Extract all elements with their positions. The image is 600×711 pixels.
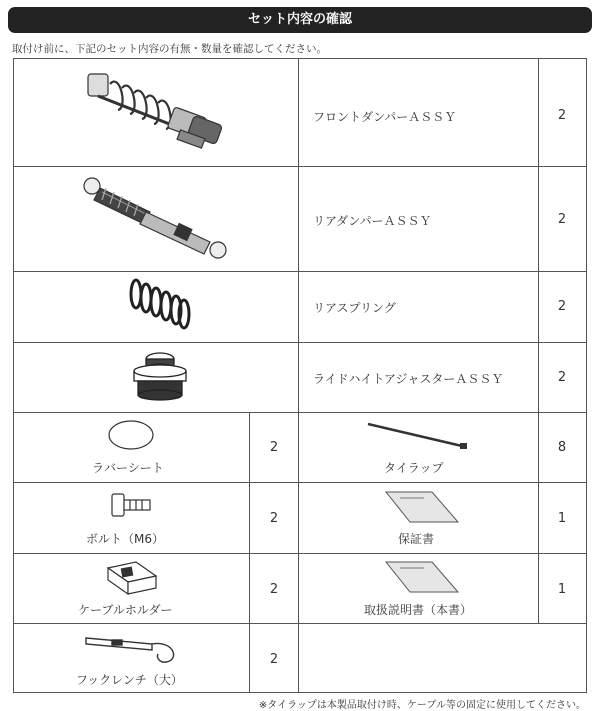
item-name-warranty-card: 保証書	[398, 532, 435, 546]
item-name-bolt: ボルト（M6）	[86, 532, 164, 546]
item-name-cable-holder: ケーブルホルダー	[78, 603, 173, 617]
item-qty-ride-height-adjuster: 2	[557, 370, 567, 385]
item-qty-cable-holder: 2	[269, 582, 279, 597]
item-qty-warranty-card: 1	[557, 511, 567, 526]
bolt-illustration	[108, 488, 154, 524]
item-name-ride-height-adjuster: ライドハイトアジャスターＡＳＳＹ	[313, 372, 504, 386]
rubber-sheet-illustration	[106, 418, 156, 452]
rear-damper-illustration	[80, 174, 235, 264]
item-name-front-damper: フロントダンパーＡＳＳＹ	[313, 110, 457, 124]
item-qty-rubber-sheet: 2	[269, 440, 279, 455]
cable-tie-illustration	[364, 420, 474, 454]
item-qty-rear-spring: 2	[557, 299, 567, 314]
item-name-cable-tie: タイラップ	[384, 461, 444, 475]
rear-spring-illustration	[124, 276, 194, 336]
section-title: セット内容の確認	[8, 7, 592, 33]
item-name-rubber-sheet: ラバーシート	[92, 461, 164, 475]
item-qty-cable-tie: 8	[557, 440, 567, 455]
warranty-card-illustration	[372, 490, 464, 526]
item-name-rear-damper: リアダンパーＡＳＳＹ	[313, 214, 432, 228]
hook-wrench-illustration	[82, 630, 182, 664]
cable-holder-illustration	[102, 558, 162, 598]
item-qty-hook-wrench: 2	[269, 652, 279, 667]
item-name-rear-spring: リアスプリング	[313, 301, 396, 315]
item-qty-instruction-manual: 1	[557, 582, 567, 597]
instruction-manual-illustration	[372, 560, 464, 596]
item-name-instruction-manual: 取扱説明書（本書）	[364, 603, 473, 617]
footnote: ※タイラップは本製品取付け時、ケーブル等の固定に使用してください。	[258, 700, 586, 711]
intro-text: 取付け前に、下記のセット内容の有無・数量を確認してください。	[12, 43, 327, 55]
item-name-hook-wrench: フックレンチ（大）	[76, 673, 183, 687]
front-damper-illustration	[80, 68, 230, 158]
ride-height-adjuster-illustration	[126, 347, 196, 407]
item-qty-front-damper: 2	[557, 108, 567, 123]
item-qty-bolt: 2	[269, 511, 279, 526]
item-qty-rear-damper: 2	[557, 212, 567, 227]
